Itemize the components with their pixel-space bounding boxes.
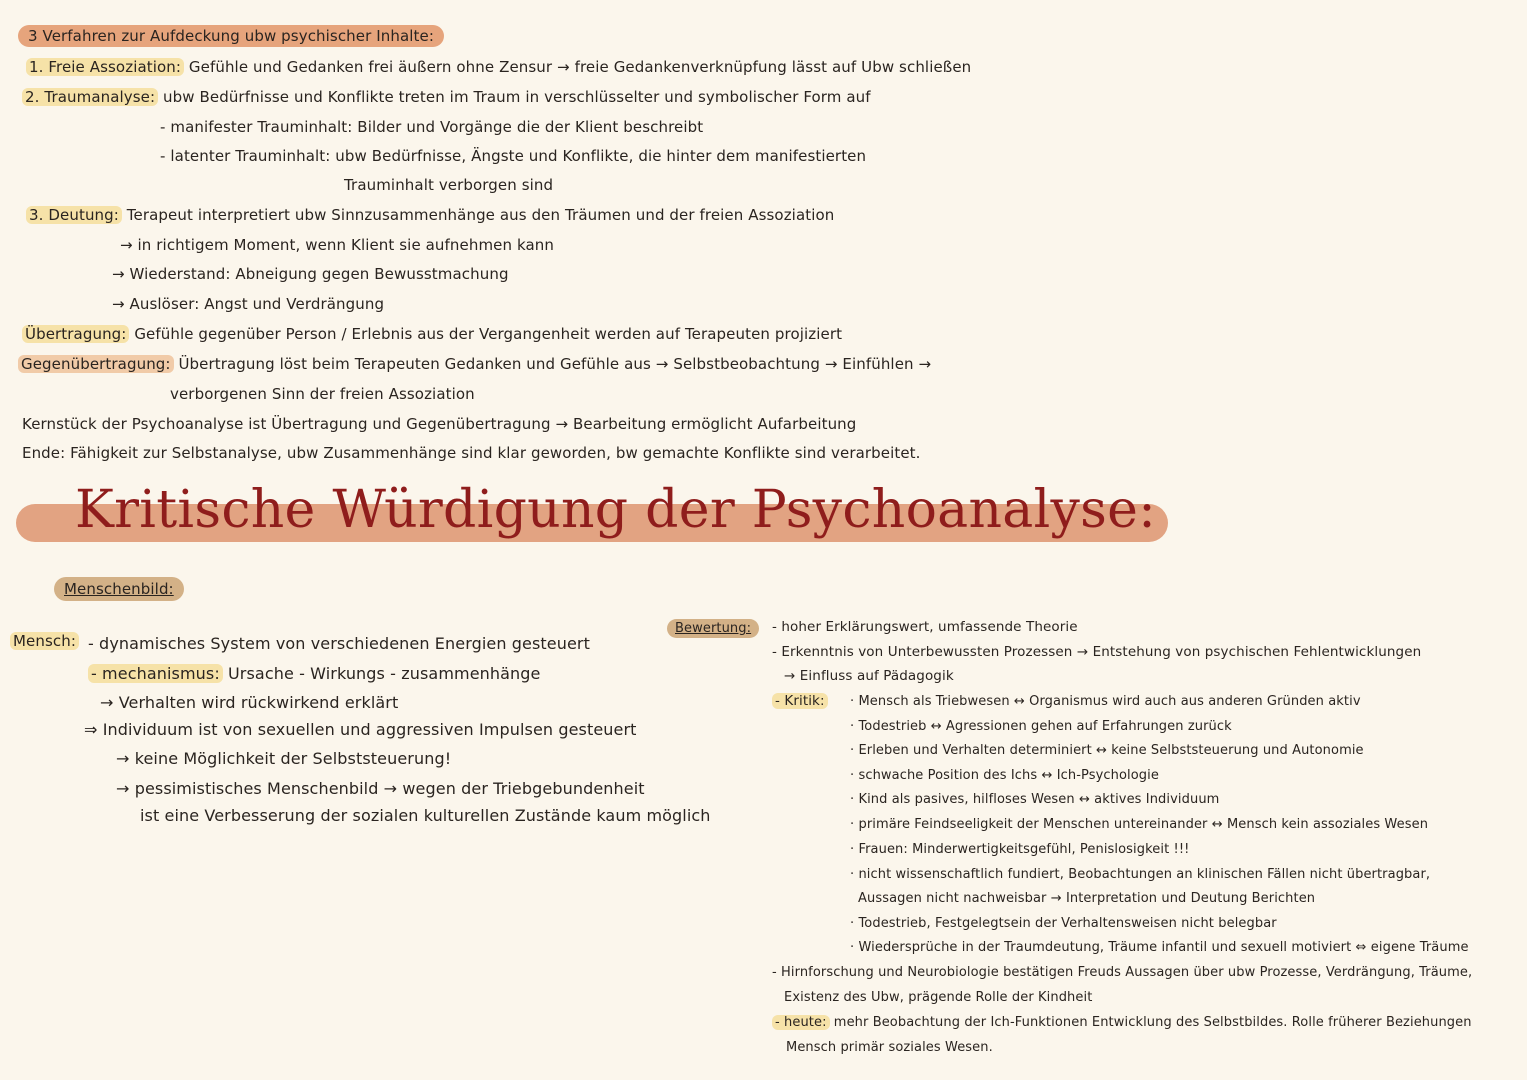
section-heading: 3 Verfahren zur Aufdeckung ubw psychischer Inhalte: (18, 27, 444, 45)
note-line: - latenter Trauminhalt: ubw Bedürfnisse, Ängste und Konflikte, die hinter dem manifestierten (160, 147, 867, 165)
term-label: 2. Traumanalyse: (22, 88, 158, 106)
critique-item: · Kind als pasives, hilfloses Wesen ↔ aktives Individuum (850, 792, 1220, 807)
note-line: → Verhalten wird rückwirkend erklärt (100, 693, 399, 712)
note-line: Trauminhalt verborgen sind (344, 176, 554, 194)
critique-item: · nicht wissenschaftlich fundiert, Beobachtungen an klinischen Fällen nicht übertragbar, (850, 867, 1431, 882)
note-line: Ende: Fähigkeit zur Selbstanalyse, ubw Zusammenhänge sind klar geworden, bw gemachte Konflikte sind verarbeitet. (22, 444, 921, 462)
critique-item: · Wiedersprüche in der Traumdeutung, Träume infantil und sexuell motiviert ⇔ eigene Träume (850, 940, 1469, 955)
critique-item: · Todestrieb ↔ Agressionen gehen auf Erfahrungen zurück (850, 719, 1232, 734)
note-line: 2. Traumanalyse: ubw Bedürfnisse und Konflikte treten im Traum in verschlüsselter und symbolischer Form auf (22, 88, 871, 106)
note-line: ist eine Verbesserung der sozialen kulturellen Zustände kaum möglich (140, 806, 711, 825)
note-line: - Erkenntnis von Unterbewussten Prozessen → Entstehung von psychischen Fehlentwicklungen (772, 644, 1422, 660)
note-line: - manifester Trauminhalt: Bilder und Vorgänge die der Klient beschreibt (160, 118, 704, 136)
critique-item: · Frauen: Minderwertigkeitsgefühl, Penislosigkeit !!! (850, 842, 1190, 857)
note-line: Mensch primär soziales Wesen. (786, 1040, 993, 1055)
note-line: → in richtigem Moment, wenn Klient sie aufnehmen kann (120, 236, 555, 254)
term-label: Übertragung: (22, 325, 129, 343)
critique-item: · Todestrieb, Festgelegtsein der Verhaltensweisen nicht belegbar (850, 916, 1277, 931)
note-line: 1. Freie Assoziation: Gefühle und Gedanken frei äußern ohne Zensur → freie Gedankenverknüpfung lässt auf Ubw schließen (26, 58, 971, 76)
term-label: 3. Deutung: (26, 206, 122, 224)
critique-item: Aussagen nicht nachweisbar → Interpretation und Deutung Berichten (858, 891, 1316, 906)
mensch-label: Mensch: (10, 632, 79, 650)
note-line: - mechanismus: Ursache - Wirkungs - zusammenhänge (88, 664, 540, 683)
note-line: → keine Möglichkeit der Selbststeuerung! (116, 749, 452, 768)
note-line: Existenz des Ubw, prägende Rolle der Kindheit (784, 990, 1093, 1005)
kritik-label: - Kritik: (772, 693, 828, 709)
note-line: Übertragung: Gefühle gegenüber Person / Erlebnis aus der Vergangenheit werden auf Terapeuten projiziert (22, 325, 842, 343)
term-label: 1. Freie Assoziation: (26, 58, 184, 76)
note-line: 3. Deutung: Terapeut interpretiert ubw Sinnzusammenhänge aus den Träumen und der freien Assoziation (26, 206, 834, 224)
bewertung-label: Bewertung: (667, 621, 759, 636)
menschenbild-label: Menschenbild: (54, 580, 184, 598)
note-line: Gegenübertragung: Übertragung löst beim Terapeuten Gedanken und Gefühle aus → Selbstbeobachtung → Einfühlen → (18, 355, 931, 373)
heute-label: - heute: (772, 1015, 830, 1030)
term-label: - mechanismus: (88, 664, 223, 683)
critique-item: · schwache Position des Ichs ↔ Ich-Psychologie (850, 768, 1159, 783)
note-line: → Einfluss auf Pädagogik (784, 668, 954, 684)
note-line: ⇒ Individuum ist von sexuellen und aggressiven Impulsen gesteuert (84, 720, 637, 739)
note-line: Kernstück der Psychoanalyse ist Übertragung und Gegenübertragung → Bearbeitung ermöglicht Aufarbeitung (22, 415, 857, 433)
page-title: Kritische Würdigung der Psychoanalyse: (75, 480, 1157, 540)
critique-item: · primäre Feindseeligkeit der Menschen untereinander ↔ Mensch kein assoziales Wesen (850, 817, 1429, 832)
note-line: → Wiederstand: Abneigung gegen Bewusstmachung (112, 265, 509, 283)
note-line: - dynamisches System von verschiedenen Energien gesteuert (88, 634, 590, 653)
critique-item: · Mensch als Triebwesen ↔ Organismus wird auch aus anderen Gründen aktiv (850, 694, 1361, 709)
note-line: verborgenen Sinn der freien Assoziation (170, 385, 475, 403)
note-line: - heute: mehr Beobachtung der Ich-Funktionen Entwicklung des Selbstbildes. Rolle früherer Beziehungen (772, 1015, 1472, 1030)
note-line: - Hirnforschung und Neurobiologie bestätigen Freuds Aussagen über ubw Prozesse, Verdrängung, Träume, (772, 965, 1473, 980)
note-line: → Auslöser: Angst und Verdrängung (112, 295, 385, 313)
note-line: - hoher Erklärungswert, umfassende Theorie (772, 619, 1078, 635)
critique-item: · Erleben und Verhalten determiniert ↔ keine Selbststeuerung und Autonomie (850, 743, 1364, 758)
term-label: Gegenübertragung: (18, 355, 174, 373)
note-line: → pessimistisches Menschenbild → wegen der Triebgebundenheit (116, 779, 645, 798)
